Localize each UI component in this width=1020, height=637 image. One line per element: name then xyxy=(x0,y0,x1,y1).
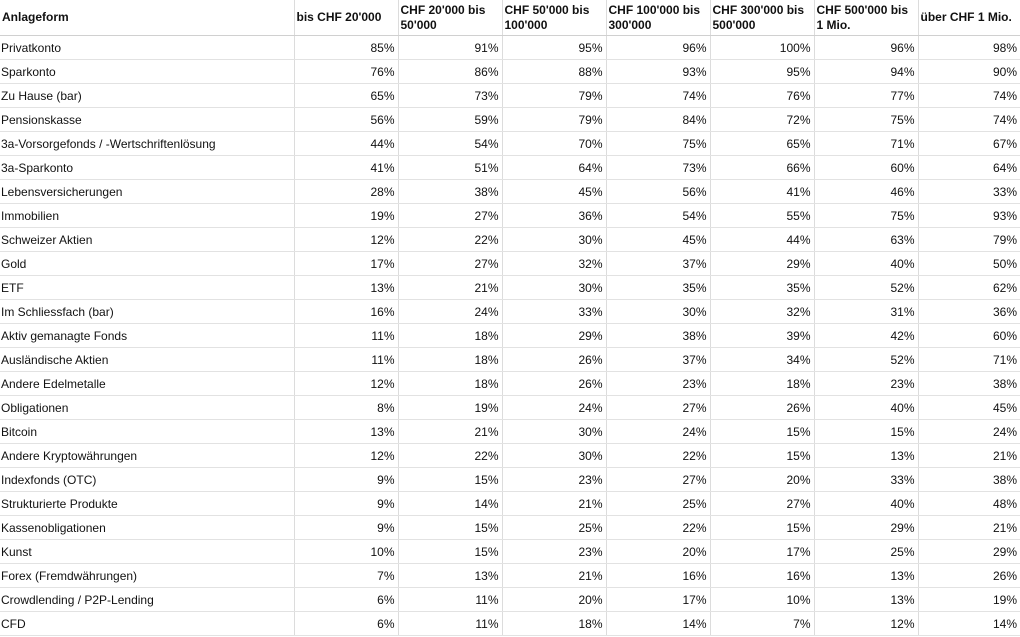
table-cell: 11% xyxy=(398,588,502,612)
table-cell: 52% xyxy=(814,348,918,372)
table-cell: 7% xyxy=(710,612,814,636)
table-cell: 75% xyxy=(606,132,710,156)
row-label: Bitcoin xyxy=(0,420,294,444)
table-cell: 96% xyxy=(814,36,918,60)
row-label: Zu Hause (bar) xyxy=(0,84,294,108)
row-label: Lebensversicherungen xyxy=(0,180,294,204)
table-cell: 38% xyxy=(398,180,502,204)
table-cell: 44% xyxy=(294,132,398,156)
table-cell: 18% xyxy=(398,348,502,372)
row-label: Privatkonto xyxy=(0,36,294,60)
table-cell: 36% xyxy=(502,204,606,228)
table-cell: 79% xyxy=(502,108,606,132)
table-cell: 45% xyxy=(918,396,1020,420)
table-cell: 63% xyxy=(814,228,918,252)
table-row xyxy=(0,612,1020,636)
table-cell: 7% xyxy=(294,564,398,588)
table-cell: 18% xyxy=(398,324,502,348)
table-cell: 13% xyxy=(398,564,502,588)
table-cell: 29% xyxy=(502,324,606,348)
table-row xyxy=(0,372,1020,396)
table-cell: 18% xyxy=(502,612,606,636)
table-cell: 29% xyxy=(710,252,814,276)
table-cell: 23% xyxy=(606,372,710,396)
table-cell: 26% xyxy=(502,348,606,372)
table-row xyxy=(0,396,1020,420)
table-cell: 15% xyxy=(398,468,502,492)
table-cell: 17% xyxy=(294,252,398,276)
table-cell: 15% xyxy=(710,444,814,468)
table-cell: 62% xyxy=(918,276,1020,300)
table-row xyxy=(0,180,1020,204)
table-cell: 84% xyxy=(606,108,710,132)
table-cell: 38% xyxy=(918,468,1020,492)
table-cell: 11% xyxy=(398,612,502,636)
row-label: Immobilien xyxy=(0,204,294,228)
table-cell: 27% xyxy=(606,468,710,492)
table-cell: 79% xyxy=(918,228,1020,252)
row-label: Forex (Fremdwährungen) xyxy=(0,564,294,588)
column-header-ueber-1mio: über CHF 1 Mio. xyxy=(918,0,1020,36)
row-label: Im Schliessfach (bar) xyxy=(0,300,294,324)
table-cell: 65% xyxy=(710,132,814,156)
table-cell: 16% xyxy=(710,564,814,588)
row-label: Pensionskasse xyxy=(0,108,294,132)
table-cell: 17% xyxy=(606,588,710,612)
table-cell: 36% xyxy=(918,300,1020,324)
table-cell: 33% xyxy=(918,180,1020,204)
table-cell: 95% xyxy=(502,36,606,60)
table-cell: 26% xyxy=(918,564,1020,588)
table-cell: 56% xyxy=(606,180,710,204)
table-cell: 96% xyxy=(606,36,710,60)
table-cell: 15% xyxy=(710,516,814,540)
table-cell: 22% xyxy=(398,444,502,468)
table-row xyxy=(0,516,1020,540)
table-row xyxy=(0,540,1020,564)
table-cell: 60% xyxy=(814,156,918,180)
table-cell: 86% xyxy=(398,60,502,84)
row-label: Indexfonds (OTC) xyxy=(0,468,294,492)
table-row xyxy=(0,228,1020,252)
table-cell: 73% xyxy=(398,84,502,108)
column-header-20000-50000: CHF 20'000 bis 50'000 xyxy=(398,0,502,36)
table-cell: 13% xyxy=(294,276,398,300)
table-cell: 23% xyxy=(814,372,918,396)
table-cell: 27% xyxy=(710,492,814,516)
table-cell: 11% xyxy=(294,324,398,348)
row-label: Sparkonto xyxy=(0,60,294,84)
table-cell: 35% xyxy=(710,276,814,300)
row-label: Aktiv gemanagte Fonds xyxy=(0,324,294,348)
row-label: Andere Kryptowährungen xyxy=(0,444,294,468)
table-cell: 22% xyxy=(398,228,502,252)
table-cell: 74% xyxy=(918,84,1020,108)
table-cell: 20% xyxy=(606,540,710,564)
table-cell: 23% xyxy=(502,540,606,564)
table-cell: 22% xyxy=(606,516,710,540)
table-row xyxy=(0,300,1020,324)
table-cell: 21% xyxy=(502,564,606,588)
table-cell: 38% xyxy=(606,324,710,348)
table-cell: 12% xyxy=(294,372,398,396)
table-cell: 10% xyxy=(294,540,398,564)
row-label: Ausländische Aktien xyxy=(0,348,294,372)
table-cell: 29% xyxy=(814,516,918,540)
column-header-anlageform: Anlageform xyxy=(0,0,294,36)
table-cell: 52% xyxy=(814,276,918,300)
table-cell: 91% xyxy=(398,36,502,60)
table-cell: 30% xyxy=(502,420,606,444)
table-cell: 93% xyxy=(606,60,710,84)
table-cell: 13% xyxy=(814,444,918,468)
table-cell: 50% xyxy=(918,252,1020,276)
table-cell: 45% xyxy=(606,228,710,252)
table-cell: 72% xyxy=(710,108,814,132)
row-label: Strukturierte Produkte xyxy=(0,492,294,516)
table-cell: 41% xyxy=(294,156,398,180)
table-cell: 13% xyxy=(294,420,398,444)
table-cell: 31% xyxy=(814,300,918,324)
table-cell: 93% xyxy=(918,204,1020,228)
table-row xyxy=(0,204,1020,228)
table-cell: 21% xyxy=(398,420,502,444)
table-cell: 17% xyxy=(710,540,814,564)
table-row xyxy=(0,108,1020,132)
table-cell: 6% xyxy=(294,612,398,636)
table-cell: 33% xyxy=(814,468,918,492)
table-cell: 11% xyxy=(294,348,398,372)
table-cell: 56% xyxy=(294,108,398,132)
table-cell: 27% xyxy=(398,204,502,228)
row-label: CFD xyxy=(0,612,294,636)
row-label: 3a-Vorsorgefonds / -Wertschriftenlösung xyxy=(0,132,294,156)
table-cell: 13% xyxy=(814,564,918,588)
table-cell: 85% xyxy=(294,36,398,60)
row-label: Crowdlending / P2P-Lending xyxy=(0,588,294,612)
table-cell: 37% xyxy=(606,348,710,372)
table-cell: 71% xyxy=(918,348,1020,372)
table-cell: 16% xyxy=(606,564,710,588)
table-cell: 21% xyxy=(918,516,1020,540)
table-cell: 37% xyxy=(606,252,710,276)
table-cell: 30% xyxy=(606,300,710,324)
table-cell: 30% xyxy=(502,444,606,468)
table-row xyxy=(0,588,1020,612)
table-cell: 19% xyxy=(294,204,398,228)
table-cell: 29% xyxy=(918,540,1020,564)
row-label: Schweizer Aktien xyxy=(0,228,294,252)
table-cell: 59% xyxy=(398,108,502,132)
table-cell: 33% xyxy=(502,300,606,324)
table-cell: 22% xyxy=(606,444,710,468)
table-cell: 25% xyxy=(814,540,918,564)
table-row xyxy=(0,156,1020,180)
table-cell: 77% xyxy=(814,84,918,108)
table-cell: 21% xyxy=(502,492,606,516)
table-cell: 70% xyxy=(502,132,606,156)
table-cell: 30% xyxy=(502,228,606,252)
table-body xyxy=(0,36,1020,636)
table-cell: 26% xyxy=(502,372,606,396)
table-cell: 34% xyxy=(710,348,814,372)
table-cell: 27% xyxy=(398,252,502,276)
table-cell: 35% xyxy=(606,276,710,300)
table-cell: 12% xyxy=(294,228,398,252)
table-cell: 46% xyxy=(814,180,918,204)
table-cell: 14% xyxy=(398,492,502,516)
table-header-row xyxy=(0,0,1020,36)
table-cell: 54% xyxy=(606,204,710,228)
table-cell: 18% xyxy=(710,372,814,396)
table-cell: 24% xyxy=(918,420,1020,444)
table-cell: 54% xyxy=(398,132,502,156)
table-cell: 95% xyxy=(710,60,814,84)
table-cell: 60% xyxy=(918,324,1020,348)
table-cell: 15% xyxy=(398,540,502,564)
column-header-300000-500000: CHF 300'000 bis 500'000 xyxy=(710,0,814,36)
table-cell: 75% xyxy=(814,204,918,228)
table-cell: 23% xyxy=(502,468,606,492)
table-cell: 67% xyxy=(918,132,1020,156)
table-cell: 15% xyxy=(398,516,502,540)
table-row xyxy=(0,468,1020,492)
table-cell: 9% xyxy=(294,492,398,516)
table-cell: 94% xyxy=(814,60,918,84)
table-cell: 15% xyxy=(710,420,814,444)
table-cell: 24% xyxy=(502,396,606,420)
row-label: ETF xyxy=(0,276,294,300)
table-cell: 27% xyxy=(606,396,710,420)
table-cell: 12% xyxy=(814,612,918,636)
table-row xyxy=(0,324,1020,348)
table-cell: 9% xyxy=(294,516,398,540)
table-row xyxy=(0,252,1020,276)
table-cell: 40% xyxy=(814,396,918,420)
table-row xyxy=(0,276,1020,300)
table-cell: 12% xyxy=(294,444,398,468)
row-label: 3a-Sparkonto xyxy=(0,156,294,180)
table-cell: 48% xyxy=(918,492,1020,516)
table-cell: 55% xyxy=(710,204,814,228)
table-cell: 40% xyxy=(814,492,918,516)
table-cell: 73% xyxy=(606,156,710,180)
table-cell: 28% xyxy=(294,180,398,204)
table-row xyxy=(0,348,1020,372)
table-cell: 6% xyxy=(294,588,398,612)
table-cell: 90% xyxy=(918,60,1020,84)
table-cell: 16% xyxy=(294,300,398,324)
table-cell: 71% xyxy=(814,132,918,156)
table-cell: 65% xyxy=(294,84,398,108)
table-cell: 40% xyxy=(814,252,918,276)
table-cell: 18% xyxy=(398,372,502,396)
table-cell: 64% xyxy=(502,156,606,180)
table-cell: 64% xyxy=(918,156,1020,180)
table-row xyxy=(0,132,1020,156)
row-label: Andere Edelmetalle xyxy=(0,372,294,396)
row-label: Kunst xyxy=(0,540,294,564)
table-cell: 32% xyxy=(502,252,606,276)
table-cell: 44% xyxy=(710,228,814,252)
table-cell: 13% xyxy=(814,588,918,612)
column-header-50000-100000: CHF 50'000 bis 100'000 xyxy=(502,0,606,36)
table-cell: 15% xyxy=(814,420,918,444)
table-cell: 26% xyxy=(710,396,814,420)
table-row xyxy=(0,84,1020,108)
table-cell: 74% xyxy=(918,108,1020,132)
table-cell: 88% xyxy=(502,60,606,84)
table-cell: 14% xyxy=(918,612,1020,636)
table-cell: 66% xyxy=(710,156,814,180)
table-row xyxy=(0,444,1020,468)
table-row xyxy=(0,36,1020,60)
table-cell: 24% xyxy=(606,420,710,444)
table-row xyxy=(0,564,1020,588)
row-label: Gold xyxy=(0,252,294,276)
table-cell: 100% xyxy=(710,36,814,60)
table-cell: 42% xyxy=(814,324,918,348)
table-cell: 74% xyxy=(606,84,710,108)
table-cell: 41% xyxy=(710,180,814,204)
column-header-500000-1mio: CHF 500'000 bis 1 Mio. xyxy=(814,0,918,36)
table-cell: 20% xyxy=(710,468,814,492)
table-cell: 45% xyxy=(502,180,606,204)
table-cell: 20% xyxy=(502,588,606,612)
table-cell: 76% xyxy=(294,60,398,84)
table-cell: 30% xyxy=(502,276,606,300)
table-cell: 21% xyxy=(918,444,1020,468)
table-cell: 38% xyxy=(918,372,1020,396)
table-row xyxy=(0,420,1020,444)
table-cell: 75% xyxy=(814,108,918,132)
table-cell: 76% xyxy=(710,84,814,108)
table-cell: 14% xyxy=(606,612,710,636)
table-cell: 8% xyxy=(294,396,398,420)
table-cell: 10% xyxy=(710,588,814,612)
table-cell: 79% xyxy=(502,84,606,108)
table-cell: 19% xyxy=(918,588,1020,612)
column-header-100000-300000: CHF 100'000 bis 300'000 xyxy=(606,0,710,36)
column-header-bis-20000: bis CHF 20'000 xyxy=(294,0,398,36)
table-cell: 32% xyxy=(710,300,814,324)
row-label: Kassenobligationen xyxy=(0,516,294,540)
table-cell: 24% xyxy=(398,300,502,324)
row-label: Obligationen xyxy=(0,396,294,420)
table-row xyxy=(0,60,1020,84)
table-cell: 25% xyxy=(502,516,606,540)
table-row xyxy=(0,492,1020,516)
table-cell: 21% xyxy=(398,276,502,300)
table-cell: 19% xyxy=(398,396,502,420)
table-cell: 98% xyxy=(918,36,1020,60)
table-cell: 39% xyxy=(710,324,814,348)
table-cell: 51% xyxy=(398,156,502,180)
table-cell: 25% xyxy=(606,492,710,516)
table-cell: 9% xyxy=(294,468,398,492)
